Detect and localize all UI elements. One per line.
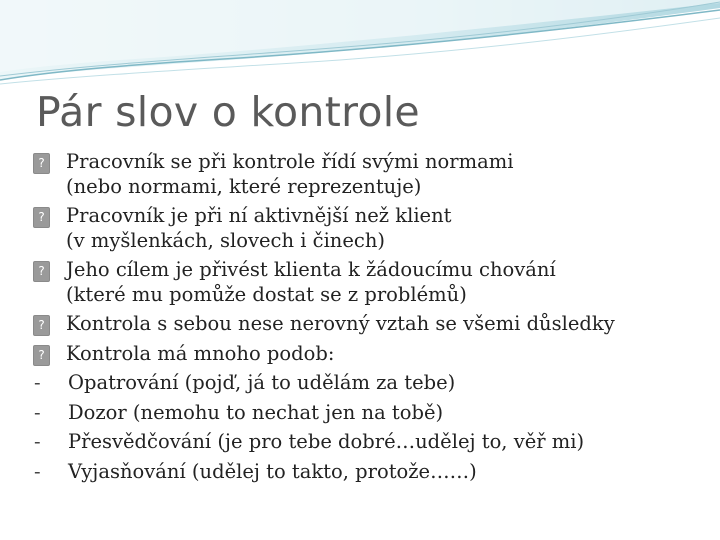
bullet-subtext: (které mu pomůže dostat se z problémů) (66, 282, 467, 306)
dash-bullet-icon: - (34, 400, 41, 424)
decorative-wave-banner (0, 0, 720, 90)
missing-glyph-bullet-icon: ? (33, 315, 50, 336)
bullet-subtext: (nebo normami, které reprezentuje) (66, 174, 422, 198)
list-item (32, 460, 702, 485)
bullet-text: Dozor (nemohu to nechat jen na tobě) (68, 400, 444, 424)
bullet-text: Kontrola s sebou nese nerovný vztah se všemi důsledky (66, 312, 615, 335)
missing-glyph-bullet-icon: ? (33, 345, 50, 366)
list-item (32, 371, 702, 396)
list-item (32, 150, 702, 199)
bullet-text: Kontrola má mnoho podob: (66, 341, 335, 365)
dash-bullet-icon: - (34, 459, 41, 483)
bullet-text: Jeho cílem je přivést klienta k žádoucímu chování (66, 258, 556, 281)
bullet-text: Pracovník se při kontrole řídí svými normami (66, 150, 514, 173)
bullet-list (32, 150, 702, 484)
list-item (32, 401, 702, 426)
list-item (32, 258, 702, 307)
slide-title: Pár slov o kontrole (36, 88, 420, 136)
list-item (32, 342, 702, 367)
bullet-text: Pracovník je při ní aktivnější než klient (66, 204, 452, 227)
list-item (32, 204, 702, 253)
list-item (32, 430, 702, 455)
missing-glyph-bullet-icon: ? (33, 153, 50, 174)
bullet-text: Přesvědčování (je pro tebe dobré…udělej to, věř mi) (68, 430, 585, 453)
dash-bullet-icon: - (34, 371, 41, 394)
bullet-subtext: (v myšlenkách, slovech i činech) (66, 228, 385, 252)
missing-glyph-bullet-icon: ? (33, 261, 50, 282)
bullet-text: Opatrování (pojď, já to udělám za tebe) (68, 371, 456, 394)
dash-bullet-icon: - (34, 430, 41, 453)
missing-glyph-bullet-icon: ? (33, 207, 50, 228)
list-item (32, 312, 702, 337)
bullet-text: Vyjasňování (udělej to takto, protože……) (68, 459, 477, 483)
